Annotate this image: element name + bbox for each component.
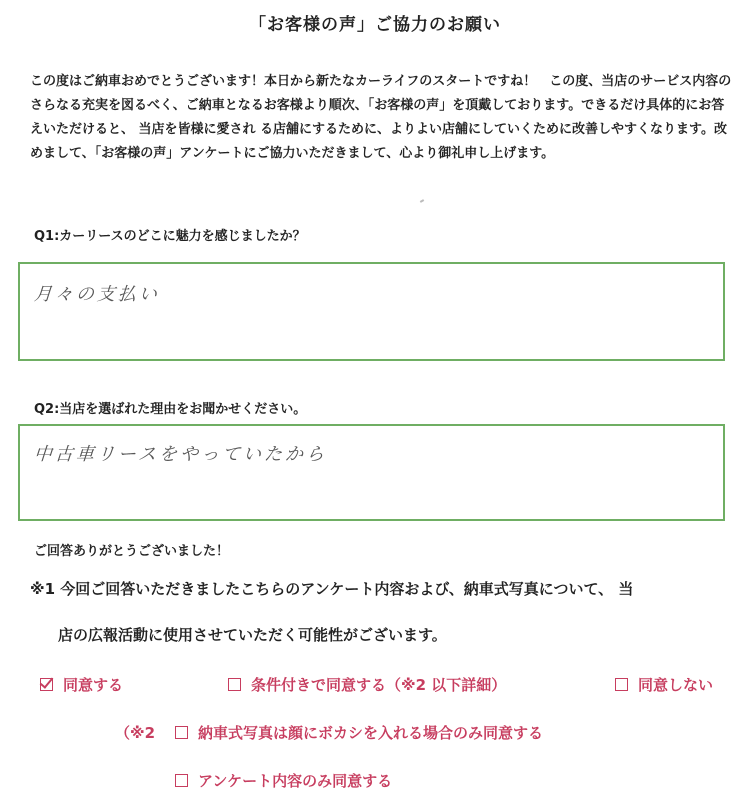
question-1-label: Q1:カーリースのどこに魅力を感じましたか？	[34, 229, 306, 244]
checkbox-icon[interactable]	[228, 678, 241, 691]
question-2-answer-box[interactable]	[18, 424, 725, 521]
question-2-label: Q2:当店を選ばれた理由をお聞かせください。	[34, 402, 307, 417]
option-disagree-label: 同意しない	[638, 676, 714, 694]
intro-paragraph: この度はご納車おめでとうございます！本日から新たなカーライフのスタートですね！ この度、当店のサービス内容のさらなる充実を図るべく、ご納車となるお客様より順次、「お客様の声」を頂戴しております。できるだけ具体的にお答えいただけると、 当店を皆様に愛され る店舗にするために、よりよい店舗にしていくために改善しやすくなります。改めまして、「お客様の声」アンケートにご協力いただきまして、心より御礼申し上げます。	[30, 74, 732, 161]
option-survey-only[interactable]	[175, 770, 392, 791]
thanks-message: ご回答ありがとうございました！	[34, 544, 230, 559]
option-agree[interactable]	[40, 674, 123, 695]
checkbox-icon[interactable]	[175, 774, 188, 787]
option-conditional[interactable]	[228, 674, 506, 695]
option-blur-face[interactable]	[175, 722, 543, 743]
option-agree-label: 同意する	[63, 676, 124, 694]
note-1-line-1: ※1 今回ご回答いただきましたこちらのアンケート内容および、納車式写真について、 当	[30, 580, 634, 598]
note-2-prefix: （※2	[115, 724, 156, 742]
option-blur-face-label: 納車式写真は顔にボカシを入れる場合のみ同意する	[198, 724, 544, 742]
question-2-answer: 中古車リースをやっていたから	[33, 444, 328, 465]
page-title: 「お客様の声」ご協力のお願い	[249, 15, 501, 35]
stray-mark	[420, 199, 424, 203]
option-disagree[interactable]	[615, 674, 713, 695]
checkbox-icon[interactable]	[615, 678, 628, 691]
question-1-answer-box[interactable]	[18, 262, 725, 361]
question-1-answer: 月々の支払い	[33, 284, 161, 305]
checked-checkbox-icon[interactable]	[40, 678, 53, 691]
note-1-line-2: 店の広報活動に使用させていただく可能性がございます。	[58, 626, 447, 644]
checkbox-icon[interactable]	[175, 726, 188, 739]
option-conditional-label: 条件付きで同意する（※2 以下詳細）	[251, 676, 507, 694]
option-survey-only-label: アンケート内容のみ同意する	[198, 772, 393, 790]
